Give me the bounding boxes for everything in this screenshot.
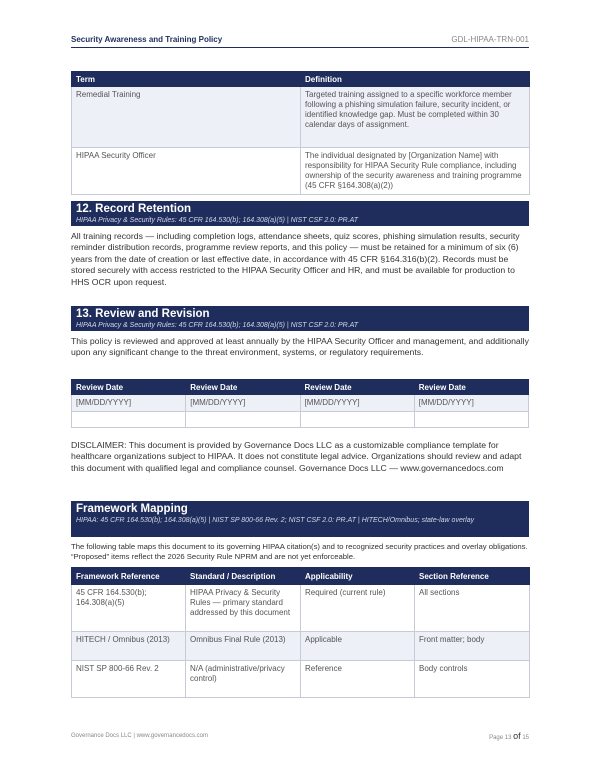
page-of: of xyxy=(513,731,521,741)
header-doc-id: GDL-HIPAA-TRN-001 xyxy=(451,35,529,44)
column-header-applicability: Applicability xyxy=(301,568,415,585)
section-subtitle: HIPAA: 45 CFR 164.530(b); 164.308(a)(5) | NIST SP 800-66 Rev. 2; NIST CSF 2.0: PR.AT | HITECH/Omnibus; state-law overlay xyxy=(76,517,475,524)
column-header-term: Term xyxy=(72,72,301,87)
applicability-cell: Reference xyxy=(301,661,415,698)
page-header xyxy=(71,34,529,48)
review-date-cell: [MM/DD/YYYY] xyxy=(186,395,300,412)
column-header-section-reference: Section Reference xyxy=(415,568,530,585)
section-reference-cell: Front matter; body xyxy=(415,632,530,661)
section-13-header xyxy=(71,306,529,331)
page-current: 13 xyxy=(504,735,512,741)
review-date-cell: [MM/DD/YYYY] xyxy=(72,395,186,412)
section-title: Framework Mapping xyxy=(76,503,188,515)
section-reference-cell: All sections xyxy=(415,585,530,632)
framework-reference-cell: 45 CFR 164.530(b); 164.308(a)(5) xyxy=(72,585,186,632)
table-row xyxy=(72,632,530,661)
section-subtitle: HIPAA Privacy & Security Rules: 45 CFR 164.530(b); 164.308(a)(5) | NIST CSF 2.0: PR.AT xyxy=(76,217,359,224)
standard-cell: N/A (administrative/privacy control) xyxy=(186,661,301,698)
standard-cell: HIPAA Privacy & Security Rules — primary standard addressed by this document xyxy=(186,585,301,632)
review-date-cell xyxy=(300,412,414,428)
header-title: Security Awareness and Training Policy xyxy=(71,35,223,44)
section-12-header xyxy=(71,201,529,226)
section-13-body: This policy is reviewed and approved at least annually by the HIPAA Security Officer and management, and additionally upon any significant change to the threat environment, systems, or regulatory requirements. xyxy=(71,336,529,358)
section-title: 12. Record Retention xyxy=(76,203,192,215)
review-date-cell xyxy=(414,412,528,428)
framework-reference-cell: NIST SP 800-66 Rev. 2 xyxy=(72,661,186,698)
definition-cell: The individual designated by [Organization Name] with responsibility for HIPAA Security Rule compliance, including ownership of the security awareness and training programme (45 CFR §164.308(a)(2)) xyxy=(301,148,530,195)
footer-company: Governance Docs LLC | www.governancedocs.com xyxy=(71,733,208,739)
page-number xyxy=(489,731,529,741)
applicability-cell: Required (current rule) xyxy=(301,585,415,632)
column-header-framework-reference: Framework Reference xyxy=(72,568,186,585)
column-header-standard: Standard / Description xyxy=(186,568,301,585)
disclaimer-text: DISCLAIMER: This document is provided by Governance Docs LLC as a customizable compliance template for healthcare organizations subject to HIPAA. It does not constitute legal advice. Organizations should review and adapt this document with qualified legal and compliance counsel. Governance Docs LLC — www.governancedocs.com xyxy=(71,440,522,473)
review-date-cell: [MM/DD/YYYY] xyxy=(414,395,528,412)
review-date-cell xyxy=(186,412,300,428)
column-header-definition: Definition xyxy=(301,72,530,87)
table-row xyxy=(72,395,529,412)
applicability-cell: Applicable xyxy=(301,632,415,661)
column-header-review-date: Review Date xyxy=(414,380,528,395)
table-row xyxy=(72,148,530,195)
page-label: Page xyxy=(489,735,504,741)
table-row xyxy=(72,412,529,428)
review-history-table xyxy=(71,379,529,428)
framework-mapping-table xyxy=(71,567,530,698)
framework-mapping-header xyxy=(71,501,529,537)
page-total: 15 xyxy=(522,735,529,741)
column-header-review-date: Review Date xyxy=(300,380,414,395)
section-12-body: All training records — including completion logs, attendance sheets, quiz scores, phishing simulation results, security reminder distribution records, programme review reports, and this policy — must be retained for a minimum of six (6) years from the date of creation or last effective date, in accordance with 45 CFR §164.316(b)(2). Records must be stored securely with access restricted to the HIPAA Security Officer and HR, and must be available for production to HHS OCR upon request. xyxy=(71,231,520,287)
column-header-review-date: Review Date xyxy=(186,380,300,395)
framework-intro: The following table maps this document to its governing HIPAA citation(s) and to recognized security practices and overlay obligations. “Proposed” items reflect the 2026 Security Rule NPRM and are not yet enforceable. xyxy=(71,542,528,561)
standard-cell: Omnibus Final Rule (2013) xyxy=(186,632,301,661)
table-row xyxy=(72,661,530,698)
term-cell: HIPAA Security Officer xyxy=(72,148,301,195)
review-date-cell xyxy=(72,412,186,428)
table-row xyxy=(72,87,530,148)
definition-cell: Targeted training assigned to a specific workforce member following a phishing simulation failure, security incident, or identified knowledge gap. Must be completed within 30 calendar days of assignment. xyxy=(301,87,530,148)
framework-reference-cell: HITECH / Omnibus (2013) xyxy=(72,632,186,661)
section-title: 13. Review and Revision xyxy=(76,308,210,320)
table-row xyxy=(72,585,530,632)
section-subtitle: HIPAA Privacy & Security Rules: 45 CFR 164.530(b); 164.308(a)(5) | NIST CSF 2.0: PR.AT xyxy=(76,322,359,329)
section-reference-cell: Body controls xyxy=(415,661,530,698)
column-header-review-date: Review Date xyxy=(72,380,186,395)
definitions-table xyxy=(71,71,530,195)
term-cell: Remedial Training xyxy=(72,87,301,148)
review-date-cell: [MM/DD/YYYY] xyxy=(300,395,414,412)
